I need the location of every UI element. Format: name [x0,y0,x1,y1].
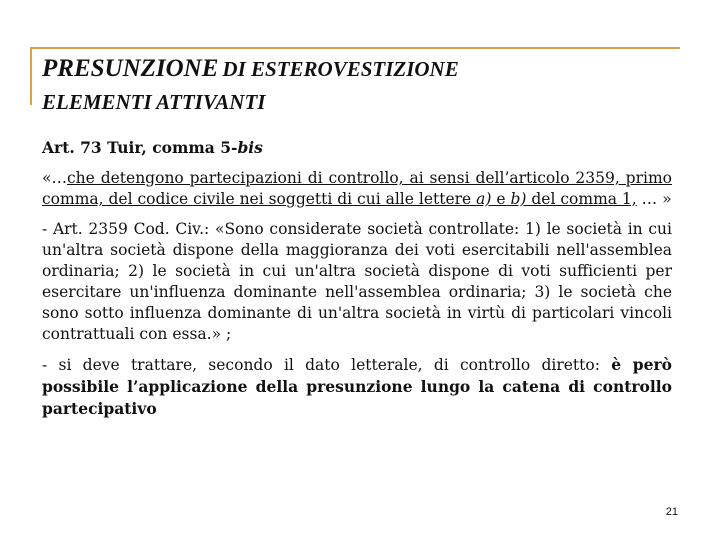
quote-underlined-2: del comma 1, [526,190,637,208]
title-part-1: PRESUNZIONE [42,55,219,82]
last-bold-text: è però possibile l’applicazione della presunzione lungo la catena di controllo partecipativo [42,355,672,418]
quote-letter-b: b) [510,190,527,208]
title-line-2: ELEMENTI ATTIVANTI [42,89,266,114]
quote-underlined-1: che detengono partecipazioni di controllo, ai sensi dell’articolo 2359, primo comma, del codice civile nei soggetti di cui alle lettere [42,169,672,208]
quote-open: «… [42,169,67,187]
slide-title [42,55,692,114]
article-prefix: Art. 73 Tuir, comma 5- [42,138,238,157]
decorative-frame-top [30,47,680,49]
slide-number: 21 [665,506,678,518]
article-heading [42,137,672,158]
last-normal-text: - si deve trattare, secondo il dato letterale, di controllo diretto: [42,356,612,374]
paragraph-art-2359: - Art. 2359 Cod. Civ.: «Sono considerate società controllate: 1) le società in cui un'altra società dispone della maggioranza dei voti esercitabili nell'assemblea ordinaria; 2) le società in cui un'altra società dispone di voti sufficienti per esercitare un'influenza dominante nell'assemblea ordinaria; 3) le società che sono sotto influenza dominante di un'altra società in virtù di particolari vincoli contrattuali con essa.» ; [42,220,672,343]
paragraph-controllo-diretto [42,354,672,420]
title-part-2: DI ESTEROVESTIZIONE [222,57,459,81]
quote-close: … » [636,190,672,208]
decorative-frame-left [30,47,32,105]
article-suffix: bis [237,138,263,157]
quote-and: e [491,190,511,208]
slide-content [42,137,672,429]
quote-letter-a: a) [476,190,492,208]
article-quote [42,168,672,210]
